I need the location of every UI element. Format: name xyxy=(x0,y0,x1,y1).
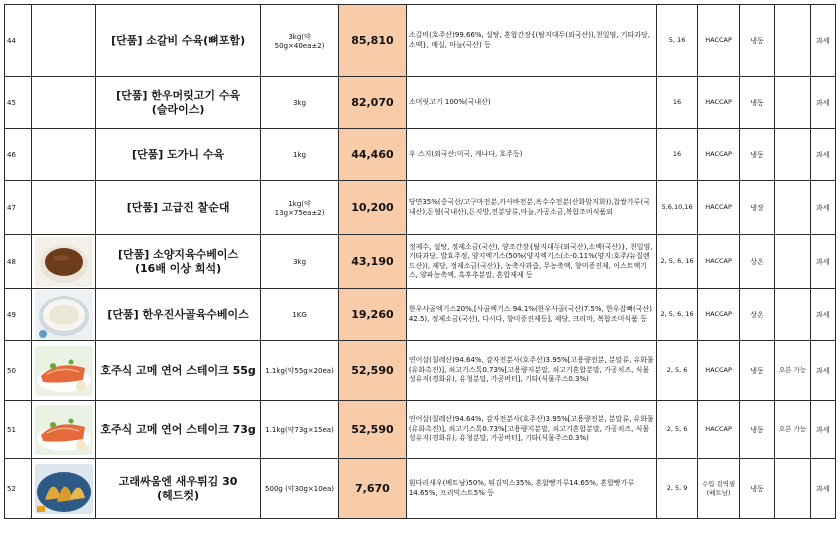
allergy-codes: 2, 5, 6, 16 xyxy=(660,257,694,265)
product-name-cell xyxy=(96,459,261,519)
storage-type: 냉동 xyxy=(750,36,764,45)
bone-broth-photo xyxy=(35,290,93,340)
allergy-codes: 2, 5, 9 xyxy=(666,484,688,492)
certification: 수입 검역필 (베트남) xyxy=(701,479,736,497)
certification-cell xyxy=(698,129,739,181)
product-name: [단품] 한우머릿고기 수육 xyxy=(116,88,241,102)
row-number-cell xyxy=(5,77,32,129)
product-name-cell xyxy=(96,77,261,129)
product-price: 52,590 xyxy=(351,423,394,436)
tax-status: 과세 xyxy=(816,98,830,107)
product-image-cell xyxy=(32,77,96,129)
product-name-cell xyxy=(96,341,261,401)
product-name: [단품] 한우진사골육수베이스 xyxy=(107,307,249,321)
tax-status: 과세 xyxy=(816,310,830,319)
tax-status: 과세 xyxy=(816,203,830,212)
product-spec: 1.1kg(약55g×20ea) xyxy=(265,366,334,375)
ingredients-cell xyxy=(406,129,656,181)
row-number-cell xyxy=(5,341,32,401)
storage-type: 냉동 xyxy=(750,98,764,107)
product-name-cell xyxy=(96,5,261,77)
storage-type: 냉동 xyxy=(750,425,764,434)
allergy-cell xyxy=(656,181,697,235)
allergy-cell xyxy=(656,341,697,401)
product-name: [단품] 소양지육수베이스 xyxy=(118,247,239,261)
row-number: 52 xyxy=(7,484,16,493)
allergy-codes: 2, 5, 6, 16 xyxy=(660,310,694,318)
oven-flag-cell xyxy=(775,459,810,519)
product-ingredients: 한우사골엑기스20%,[사골엑기스 94.1%(한우사골(국산)7.5%, 한우잡뼈(국산) 42.5), 정제소금(국산), 다시다, 향미증진제등], 제당, 크리마, 복합조미식품 등 xyxy=(408,305,652,323)
product-name-cell xyxy=(96,289,261,341)
allergy-codes: 5, 16 xyxy=(668,36,686,44)
tax-cell xyxy=(810,129,835,181)
certification-cell xyxy=(698,235,739,289)
product-image-cell xyxy=(32,401,96,459)
row-number: 45 xyxy=(7,98,16,107)
certification: HACCAP xyxy=(705,425,732,433)
product-ingredients: 소갈비(호주산)99.66%, 설탕, 혼합간장{(탈지대두(외국산)),천일염, 기타과당,소맥}, 매실, 마늘(국산) 등 xyxy=(408,31,650,49)
oven-flag-cell xyxy=(775,289,810,341)
certification: HACCAP xyxy=(705,310,732,318)
row-number-cell xyxy=(5,235,32,289)
table-row xyxy=(5,401,836,459)
tax-cell xyxy=(810,5,835,77)
ingredients-cell xyxy=(406,341,656,401)
storage-type: 상온 xyxy=(750,310,764,319)
product-price: 10,200 xyxy=(351,201,394,214)
product-ingredients: 흰다리새우(베트남)50%, 튀김믹스35%, 혼합빵가루14.65%, 혼합빵가루14.65%, 프리믹스트5% 등 xyxy=(408,479,635,497)
product-name: [단품] 소갈비 수육(뼈포함) xyxy=(111,33,246,47)
table-row xyxy=(5,235,836,289)
allergy-codes: 16 xyxy=(672,98,682,106)
certification-cell xyxy=(698,341,739,401)
storage-cell xyxy=(739,401,774,459)
ingredients-cell xyxy=(406,235,656,289)
price-cell xyxy=(339,341,407,401)
row-number-cell xyxy=(5,289,32,341)
row-number-cell xyxy=(5,181,32,235)
oven-flag-cell xyxy=(775,181,810,235)
storage-cell xyxy=(739,181,774,235)
allergy-cell xyxy=(656,129,697,181)
product-price: 85,810 xyxy=(351,34,394,47)
row-number: 50 xyxy=(7,366,16,375)
price-cell xyxy=(339,459,407,519)
certification-cell xyxy=(698,289,739,341)
spec-cell xyxy=(261,235,339,289)
tax-cell xyxy=(810,401,835,459)
storage-cell xyxy=(739,289,774,341)
oven-flag-cell xyxy=(775,341,810,401)
certification-cell xyxy=(698,5,739,77)
product-image-cell xyxy=(32,341,96,401)
certification-cell xyxy=(698,401,739,459)
storage-cell xyxy=(739,5,774,77)
product-name: (슬라이스) xyxy=(151,102,205,116)
product-name-cell xyxy=(96,235,261,289)
fried-shrimp-photo xyxy=(35,464,93,514)
storage-cell xyxy=(739,77,774,129)
table-row xyxy=(5,289,836,341)
storage-type: 상온 xyxy=(750,257,764,266)
tax-status: 과세 xyxy=(816,366,830,375)
row-number: 47 xyxy=(7,203,16,212)
product-price: 43,190 xyxy=(351,255,394,268)
product-name-cell xyxy=(96,401,261,459)
spec-cell xyxy=(261,401,339,459)
tax-cell xyxy=(810,77,835,129)
price-cell xyxy=(339,5,407,77)
ingredients-cell xyxy=(406,459,656,519)
storage-cell xyxy=(739,459,774,519)
certification-cell xyxy=(698,459,739,519)
tax-cell xyxy=(810,289,835,341)
salmon-steak-photo-2 xyxy=(35,405,93,455)
product-spec: 3kg(약 50g×40ea±2) xyxy=(274,32,325,50)
allergy-codes: 5,6,10,16 xyxy=(661,203,693,211)
price-cell xyxy=(339,401,407,459)
ingredients-cell xyxy=(406,289,656,341)
oven-flag: 오븐 가능 xyxy=(778,366,807,374)
product-spec: 1kg xyxy=(293,150,307,159)
allergy-codes: 2, 5, 6 xyxy=(666,366,688,374)
storage-type: 냉동 xyxy=(750,484,764,493)
product-image-cell xyxy=(32,5,96,77)
row-number-cell xyxy=(5,5,32,77)
salmon-steak-photo xyxy=(35,346,93,396)
oven-flag-cell xyxy=(775,77,810,129)
product-ingredients: 우 스지(외국산:미국, 캐나다, 호주등) xyxy=(408,149,523,158)
tax-status: 과세 xyxy=(816,484,830,493)
product-spec: 1.1kg(약73g×15ea) xyxy=(265,425,334,434)
price-cell xyxy=(339,181,407,235)
price-cell xyxy=(339,235,407,289)
spec-cell xyxy=(261,77,339,129)
row-number: 49 xyxy=(7,310,16,319)
table-row xyxy=(5,341,836,401)
product-spec: 1KG xyxy=(292,310,307,319)
tax-status: 과세 xyxy=(816,150,830,159)
spec-cell xyxy=(261,181,339,235)
product-name: 고래싸움엔 새우튀김 30 xyxy=(118,474,238,488)
product-price: 44,460 xyxy=(351,148,394,161)
product-price: 19,260 xyxy=(351,308,394,321)
tax-status: 과세 xyxy=(816,425,830,434)
oven-flag-cell xyxy=(775,129,810,181)
tax-cell xyxy=(810,181,835,235)
certification: HACCAP xyxy=(705,36,732,44)
table-row xyxy=(5,129,836,181)
product-price: 7,670 xyxy=(355,482,390,495)
table-row xyxy=(5,459,836,519)
row-number-cell xyxy=(5,401,32,459)
product-name: (16배 이상 희석) xyxy=(135,261,222,275)
product-name: [단품] 도가니 수육 xyxy=(132,147,225,161)
certification: HACCAP xyxy=(705,366,732,374)
storage-type: 냉동 xyxy=(750,150,764,159)
beef-broth-photo xyxy=(35,237,93,287)
product-ingredients: 연어살(칠레산)94.64%, 감자전분사(호주산)3.95%[고용량전분, 분말류, 유화물(유화촉진)], 쇠고기스톡0.73%[고용량지분말, 쇠고기혼합분말, 가공치즈, 식물성유지(경화유), 유청분말, 가공버터], 기타(식물주스0.3%) xyxy=(408,356,654,384)
allergy-codes: 2, 5, 6 xyxy=(666,425,688,433)
product-image-cell xyxy=(32,459,96,519)
product-ingredients: 소머릿고기 100%(국내산) xyxy=(408,97,491,106)
product-image-cell xyxy=(32,181,96,235)
product-name: [단품] 고급진 찰순대 xyxy=(126,200,230,214)
allergy-cell xyxy=(656,401,697,459)
table-row xyxy=(5,5,836,77)
product-ingredients: 당면35%(중국산/고구마전분,카사바전분,옥수수전분(산화암지화)),찹쌀가루(국내산),돈혈(국내산),돈지방,전분당류,마늘,가공소금,복합조미식품외 xyxy=(408,198,650,216)
row-number: 51 xyxy=(7,425,16,434)
spec-cell xyxy=(261,129,339,181)
table-row xyxy=(5,77,836,129)
product-image-cell xyxy=(32,235,96,289)
oven-flag-cell xyxy=(775,401,810,459)
oven-flag: 오븐 가능 xyxy=(778,425,807,433)
price-cell xyxy=(339,129,407,181)
row-number-cell xyxy=(5,129,32,181)
ingredients-cell xyxy=(406,77,656,129)
storage-cell xyxy=(739,341,774,401)
spec-cell xyxy=(261,341,339,401)
certification: HACCAP xyxy=(705,150,732,158)
oven-flag-cell xyxy=(775,5,810,77)
allergy-codes: 16 xyxy=(672,150,682,158)
spec-cell xyxy=(261,459,339,519)
ingredients-cell xyxy=(406,401,656,459)
price-cell xyxy=(339,289,407,341)
allergy-cell xyxy=(656,289,697,341)
product-image-cell xyxy=(32,129,96,181)
ingredients-cell xyxy=(406,5,656,77)
certification: HACCAP xyxy=(705,203,732,211)
tax-cell xyxy=(810,235,835,289)
table-row xyxy=(5,181,836,235)
storage-cell xyxy=(739,129,774,181)
product-name: 호주식 고메 연어 스테이크 73g xyxy=(100,422,256,436)
tax-cell xyxy=(810,341,835,401)
storage-cell xyxy=(739,235,774,289)
product-ingredients: 연어살(칠레산)94.64%, 감자전분사(호주산)3.95%[고용량전분, 분말류, 유화물(유화촉진)], 쇠고기스톡0.73%[고용량지분말, 쇠고기혼합분말, 가공치즈, 식물성유지(경화유), 유청분말, 가공버터], 기타(식물주스0.3%) xyxy=(408,415,654,443)
product-image-cell xyxy=(32,289,96,341)
product-name: 호주식 고메 연어 스테이크 55g xyxy=(100,363,256,377)
allergy-cell xyxy=(656,77,697,129)
certification-cell xyxy=(698,77,739,129)
certification-cell xyxy=(698,181,739,235)
allergy-cell xyxy=(656,459,697,519)
product-ingredients: 정제수, 설탕, 정제소금(국산), 양조간장{탈지대두(외국산),소맥(국산)}, 천일염, 기타과당, 발효주정, 양지엑기스(50%(양지엑기스(소-0.11%(양지:호주/뉴질랜드산)), 제당, 정제소금(국산)}, 농축사과즙, 무농축액, 향미증진제, 이스트엑기스, 양파농축액, 흑후추분말, 혼합제제 등 xyxy=(408,242,653,279)
spec-cell xyxy=(261,289,339,341)
tax-status: 과세 xyxy=(816,36,830,45)
certification: HACCAP xyxy=(705,257,732,265)
storage-type: 냉장 xyxy=(750,203,764,212)
product-name-cell xyxy=(96,129,261,181)
product-name: (헤드컷) xyxy=(157,488,200,502)
row-number: 48 xyxy=(7,257,16,266)
row-number: 44 xyxy=(7,36,16,45)
product-spec: 500g (약30g×10ea) xyxy=(265,484,335,493)
oven-flag-cell xyxy=(775,235,810,289)
product-spec: 1kg(약 13g×75ea±2) xyxy=(274,199,325,217)
allergy-cell xyxy=(656,235,697,289)
product-table xyxy=(4,4,836,519)
certification: HACCAP xyxy=(705,98,732,106)
tax-status: 과세 xyxy=(816,257,830,266)
product-price: 82,070 xyxy=(351,96,394,109)
price-cell xyxy=(339,77,407,129)
ingredients-cell xyxy=(406,181,656,235)
product-spec: 3kg xyxy=(293,98,307,107)
product-spec: 3kg xyxy=(293,257,307,266)
allergy-cell xyxy=(656,5,697,77)
tax-cell xyxy=(810,459,835,519)
row-number: 46 xyxy=(7,150,16,159)
storage-type: 냉동 xyxy=(750,366,764,375)
spec-cell xyxy=(261,5,339,77)
product-price: 52,590 xyxy=(351,364,394,377)
product-name-cell xyxy=(96,181,261,235)
row-number-cell xyxy=(5,459,32,519)
